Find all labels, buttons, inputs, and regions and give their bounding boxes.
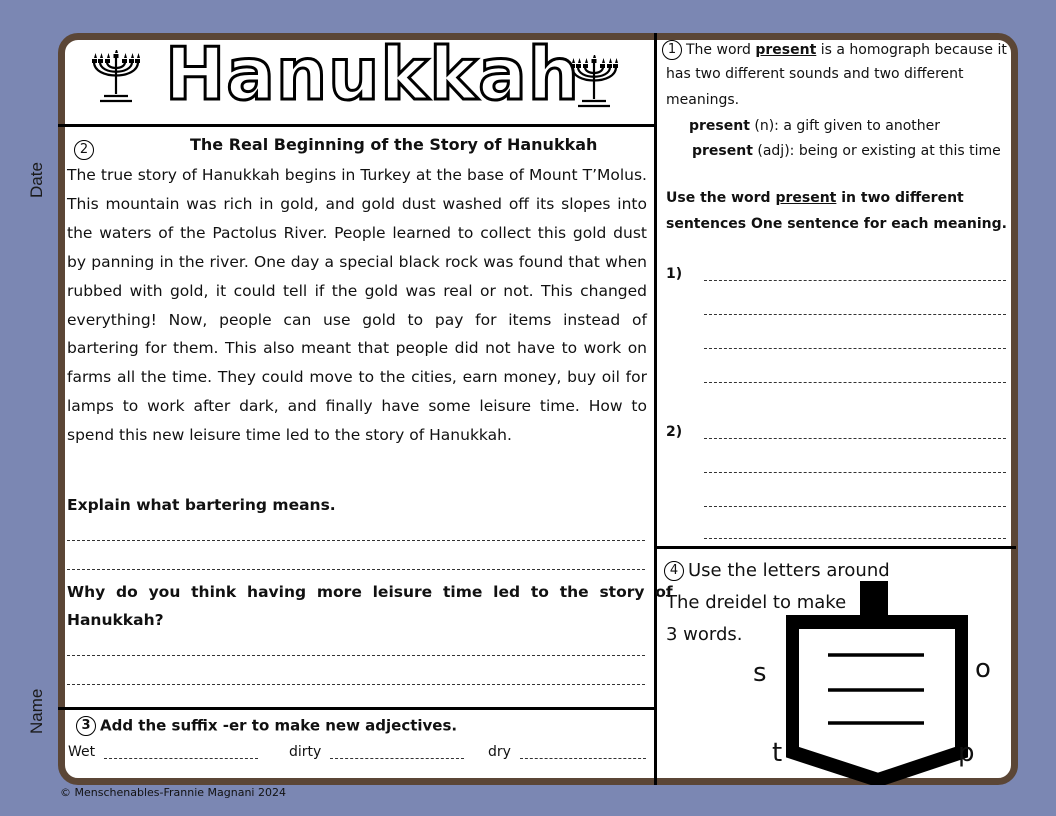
sentence-task: Use the word present in two different [666,190,964,206]
homograph-intro: 1 The word present is a homograph because it [662,40,1007,60]
sentence-number-2: 2) [666,424,683,440]
page-title: Hanukkah [165,32,580,116]
dreidel-letter-o: o [975,654,991,684]
sentence-line[interactable] [704,438,1006,439]
answer-line[interactable] [67,655,645,656]
definition-adjective: present (adj): being or existing at this time [692,143,1001,159]
answer-line[interactable] [67,569,645,570]
section3-divider [58,707,656,710]
sentence-line[interactable] [704,382,1006,383]
suffix-answer-line[interactable] [104,758,258,759]
dreidel-instructions-line3: 3 words. [666,624,743,645]
suffix-word-dry: dry [488,744,511,760]
question-bartering: Explain what bartering means. [67,496,336,514]
section4-divider [656,546,1016,549]
question-leisure: Why do you think having more leisure time led to the story of [67,583,673,601]
suffix-word-dirty: dirty [289,744,322,760]
menorah-icon [90,50,142,104]
sentence-task-line2: sentences One sentence for each meaning. [666,216,1007,232]
dreidel-instructions: 4 Use the letters around [664,560,890,581]
sentence-line[interactable] [704,348,1006,349]
sentence-line[interactable] [704,472,1006,473]
sentence-line[interactable] [704,506,1006,507]
story-paragraph: The true story of Hanukkah begins in Turkey at the base of Mount T’Molus. This mountain was rich in gold, and gold dust washed off its slopes into the waters of the Pactolus River. People learned to collect this gold dust by panning in the river. One day a special black rock was found that when rubbed with gold, it could tell if the gold was real or not. This changed everything! Now, people can use gold to pay for items instead of bartering for them. This also meant that people did not have to work on farms all the time. They could move to the cities, earn money, buy oil for lamps to work after dark, and finally have some leisure time. How to spend this new leisure time led to the story of Hanukkah. [67,166,647,445]
suffix-word-wet: Wet [68,744,96,760]
story-heading: The Real Beginning of the Story of Hanukkah [190,135,598,154]
suffix-answer-line[interactable] [520,758,646,759]
definition-noun: present (n): a gift given to another [689,118,941,134]
section3-prompt: 3 Add the suffix -er to make new adjectives. [76,716,457,736]
sentence-number-1: 1) [666,266,683,282]
dreidel-letter-p: p [958,738,975,768]
sentence-line[interactable] [704,314,1006,315]
sentence-line[interactable] [704,538,1006,539]
copyright-footer: © Menschenables-Frannie Magnani 2024 [60,786,286,799]
dreidel-instructions-line2: The dreidel to make [666,592,847,613]
sentence-line[interactable] [704,280,1006,281]
section2-number: 2 [74,139,98,160]
date-label: Date [27,162,46,198]
name-label: Name [27,688,46,734]
question-leisure-cont: Hanukkah? [67,611,164,629]
title-divider [58,124,656,127]
center-divider [654,33,657,785]
homograph-intro-line3: meanings. [666,92,740,108]
dreidel-icon [786,580,968,785]
dreidel-letter-t: t [772,738,783,768]
answer-line[interactable] [67,540,645,541]
suffix-answer-line[interactable] [330,758,464,759]
dreidel-letter-s: s [753,658,767,688]
answer-line[interactable] [67,684,645,685]
homograph-intro-line2: has two different sounds and two different [666,66,964,82]
